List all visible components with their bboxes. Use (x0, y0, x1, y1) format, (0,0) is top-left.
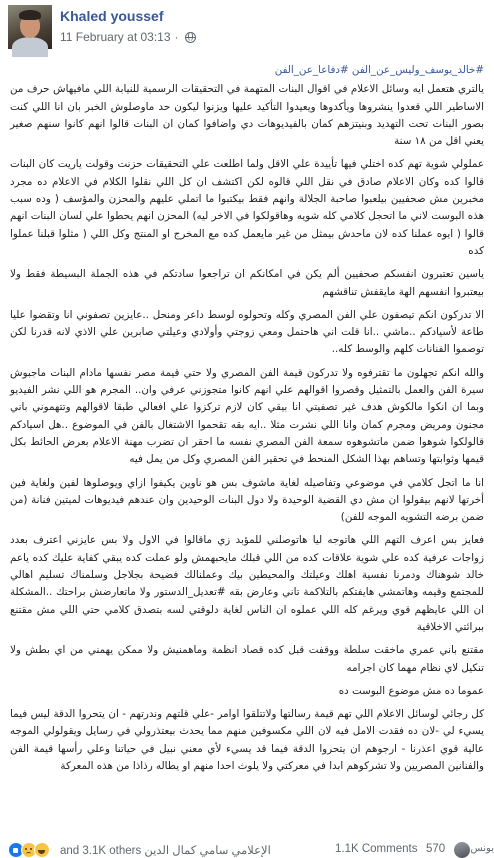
reaction-icons[interactable] (8, 842, 47, 858)
reactions-bar (0, 842, 494, 858)
author-name-link[interactable]: Khaled youssef (60, 8, 164, 24)
post-paragraph: مقتنع باني عمري ماخقت سلطة ووقفت قبل كده قصاد انظمة وماهمنيش ولا ممكن يهمني من اي بطش ولا تنكيل لاي نظام مهما كان اجرامه (10, 644, 484, 674)
post-hashtags[interactable]: #خالد_يوسف_وليس_عن_الفن #دفاعا_عن_الفن (274, 64, 484, 76)
reaction-count-link[interactable]: الإعلامي سامي كمال الدين and 3.1K others (60, 845, 271, 857)
post-paragraph: كل رجائي لوسائل الاعلام اللي تهم قيمة رسالتها ولاتتلقوا اوامر -علي قلتهم وندرتهم - ان يتحروا الدقة ليس فيما يسيء لي -لان ده فقدت الامل فيه لان اللي مكسوفين منهم مما يحدث بيعتذرولي في رسايل ويقولولي الموجه عالية قوي اعذرنا - ارجوهم ان يتحروا الدقة فيما قد يسيء لأي معني نبيل في حياتنا وعلي رأسها قيمة الفن والفنانين المصريين ولا تشركوهم ابدا في معركتي ولا يلوث احدا منهم او يطاله رذاذا من هذه المعركة (10, 708, 484, 772)
avatar-hair (19, 10, 41, 20)
post-body (10, 62, 484, 784)
meta-separator: · (174, 30, 179, 44)
post-paragraph: عموما ده مش موضوع البوست ده (338, 684, 484, 697)
post-header (0, 0, 494, 58)
post-paragraph: ياسين تعتبرون انفسكم صحفيين ألم يكن في امكانكم ان تراجعوا سادتكم في هذه الجملة البسيطة فقط ولا بيعتبروا انفسهم الهة مايقفش تناقشهم (10, 268, 484, 298)
post-paragraph: يالتري هتعمل ايه وسائل الاعلام في اقوال البنات المتهمة في التحقيقات الرسمية للنيابة اللي مافيهاش حرف من الاساطير اللي قعدوا ينشروها ويأكدوها ويعيدوا التأكيد عليها ويزنوا ليكون حد ماوصلوش الخبر بان انا اللي كنت بصور البنات تحت التهديد وبنيتزهم كمان بالفيديوهات دي واضافوا كمان ان البنات قالوا انهم كانوا سنهم صغير يعني اقل من ١٨ سنة (10, 83, 484, 148)
avatar-shirt (12, 37, 48, 57)
post-paragraph: الا تدركون انكم تيصفون علي الفن المصري وكله وتحولوه لوسط داعر ومنحل ..عايزين تصفوني انا وتقضوا عليا طاعة لأسيادكم ..ماشي ..انا قلت اني هاحتمل ومعي زوجتي وأولادي وعيلتي صابرين علي الاذي لانه قدرنا لكن توصموا الفنانات كلهم والوسط كله.. (10, 308, 484, 356)
post-paragraph: انا ما اتجل كلامي في موضوعي وتفاصيله لغاية ماشوف بس هو ناوين يكيفوا ازاي ويوصلوها لفين ولغاية فين أخرتها لانهم بيقولوا ان مش دي القضية الوحيدة ولا دول البنات الوحيدين وان عندهم فيديوهات لميتين فنانة (من ضمن برضه التشويه الموجه للفن) (10, 476, 484, 524)
post-paragraph: والله انكم تجهلون ما تقترفوه ولا تدركون قيمة الفن المصري ولا حتي قيمة مصر نفسها مادام البنات ماجبوش سيرة الفن والعمل بالتمثيل وقصروا اقوالهم علي انهم كانوا متجوزني عرفي وان.. المجرم هو اللي نشر الفيديو وبما ان انكوا مالكوش هدف غير تصفيتي انا بيقي كان لازم تركزوا علي افعالي طبقا لاقوالهم وتتهموني باني مجنون ومريض ومجرم كمان وانا اللي نشرت مثلا ..ايه بقه تقحموا الاشتغال بالفن في الموضوع ..هل اسيادكم قالولكوا شوهوا ضمن ماتشوهوه سمعة الفن المصري نفسه ما احقر ان تضرب مهنة الاعلام بعرض الحائط بكل قيمها وثوابتها وتساهم بهذا الشكل المنحط في تحقير الفن المصري وكل من يمل فيه (10, 366, 484, 466)
shares-count-link[interactable]: 570 (426, 843, 446, 855)
post-paragraph: عملولي شوية تهم كده اختلي فيها تأييدة علي الاقل ولما اطلعت علي التحقيقات حزنت وقولت ياريت كان البنات قالوا كده وكان الاعلام صادق في نقل اللي قالوه لكن اكتشف ان كل اللي نقلوا الكلام في الاعلام ده مجرد مخبرين مش صحفيين بيلعبوا صاحبة الجلالة وانهم فقط بيكتبوا ما اتملي عليهم والمحزن والمؤسف ( وده سبب هذه البوست لاني ما اتحجل كلامي كله شويه وهاقولكوا في الاخر ليه) المحزن انهم يحطوا علي لسان البنات انهم قالوا ( ايوه عملنا كده لان ماحدش بيمثل من غير مايعمل كده مع المخرج او المنتج وكل اللي ( مثلوا قبلنا عملوا كده (10, 158, 484, 257)
author-avatar[interactable] (8, 5, 52, 49)
post-meta (60, 30, 196, 44)
comments-count-link[interactable]: 1.1K Comments (335, 843, 418, 855)
globe-icon[interactable] (185, 32, 196, 43)
post-paragraph: فعايز بس اعرف التهم اللي هاتوجه ليا هاتوصلني للمؤبد زي ماقالوا في الاول ولا بس عايزني اعترف بعدد زواجات عرفية كده علي شوية علاقات كده من اللي قبلك مايحبهمش ولو عملت كده يبقي كفاية عليك كده ياعم خالد شوهناك ودمرنا نفسية اهلك وعيلتك والمحيطين بيك وعملنالك فضيحة بجلاجل وسلمناك تسليم اهالي للمجتمع وقيمه وهاتمشي هايفتكم بالتلاكمة تاني وعارض بقه #تعديل_الدستور ولا ماتعارضش براحتك ..المشكلة ان اللي عايظهم قوي ويرغم كله اللي عملوه ان الناس لغاية دلوقتي لسه بتصدق كلامي حتي اللي مش مقتنع ببرائتي الاخلاقية (10, 534, 484, 633)
haha-reaction-icon (34, 842, 50, 858)
post-timestamp[interactable]: 11 February at 03:13 (60, 30, 171, 44)
viewer-label: يونس (470, 843, 494, 854)
viewer-avatar[interactable] (454, 842, 470, 858)
